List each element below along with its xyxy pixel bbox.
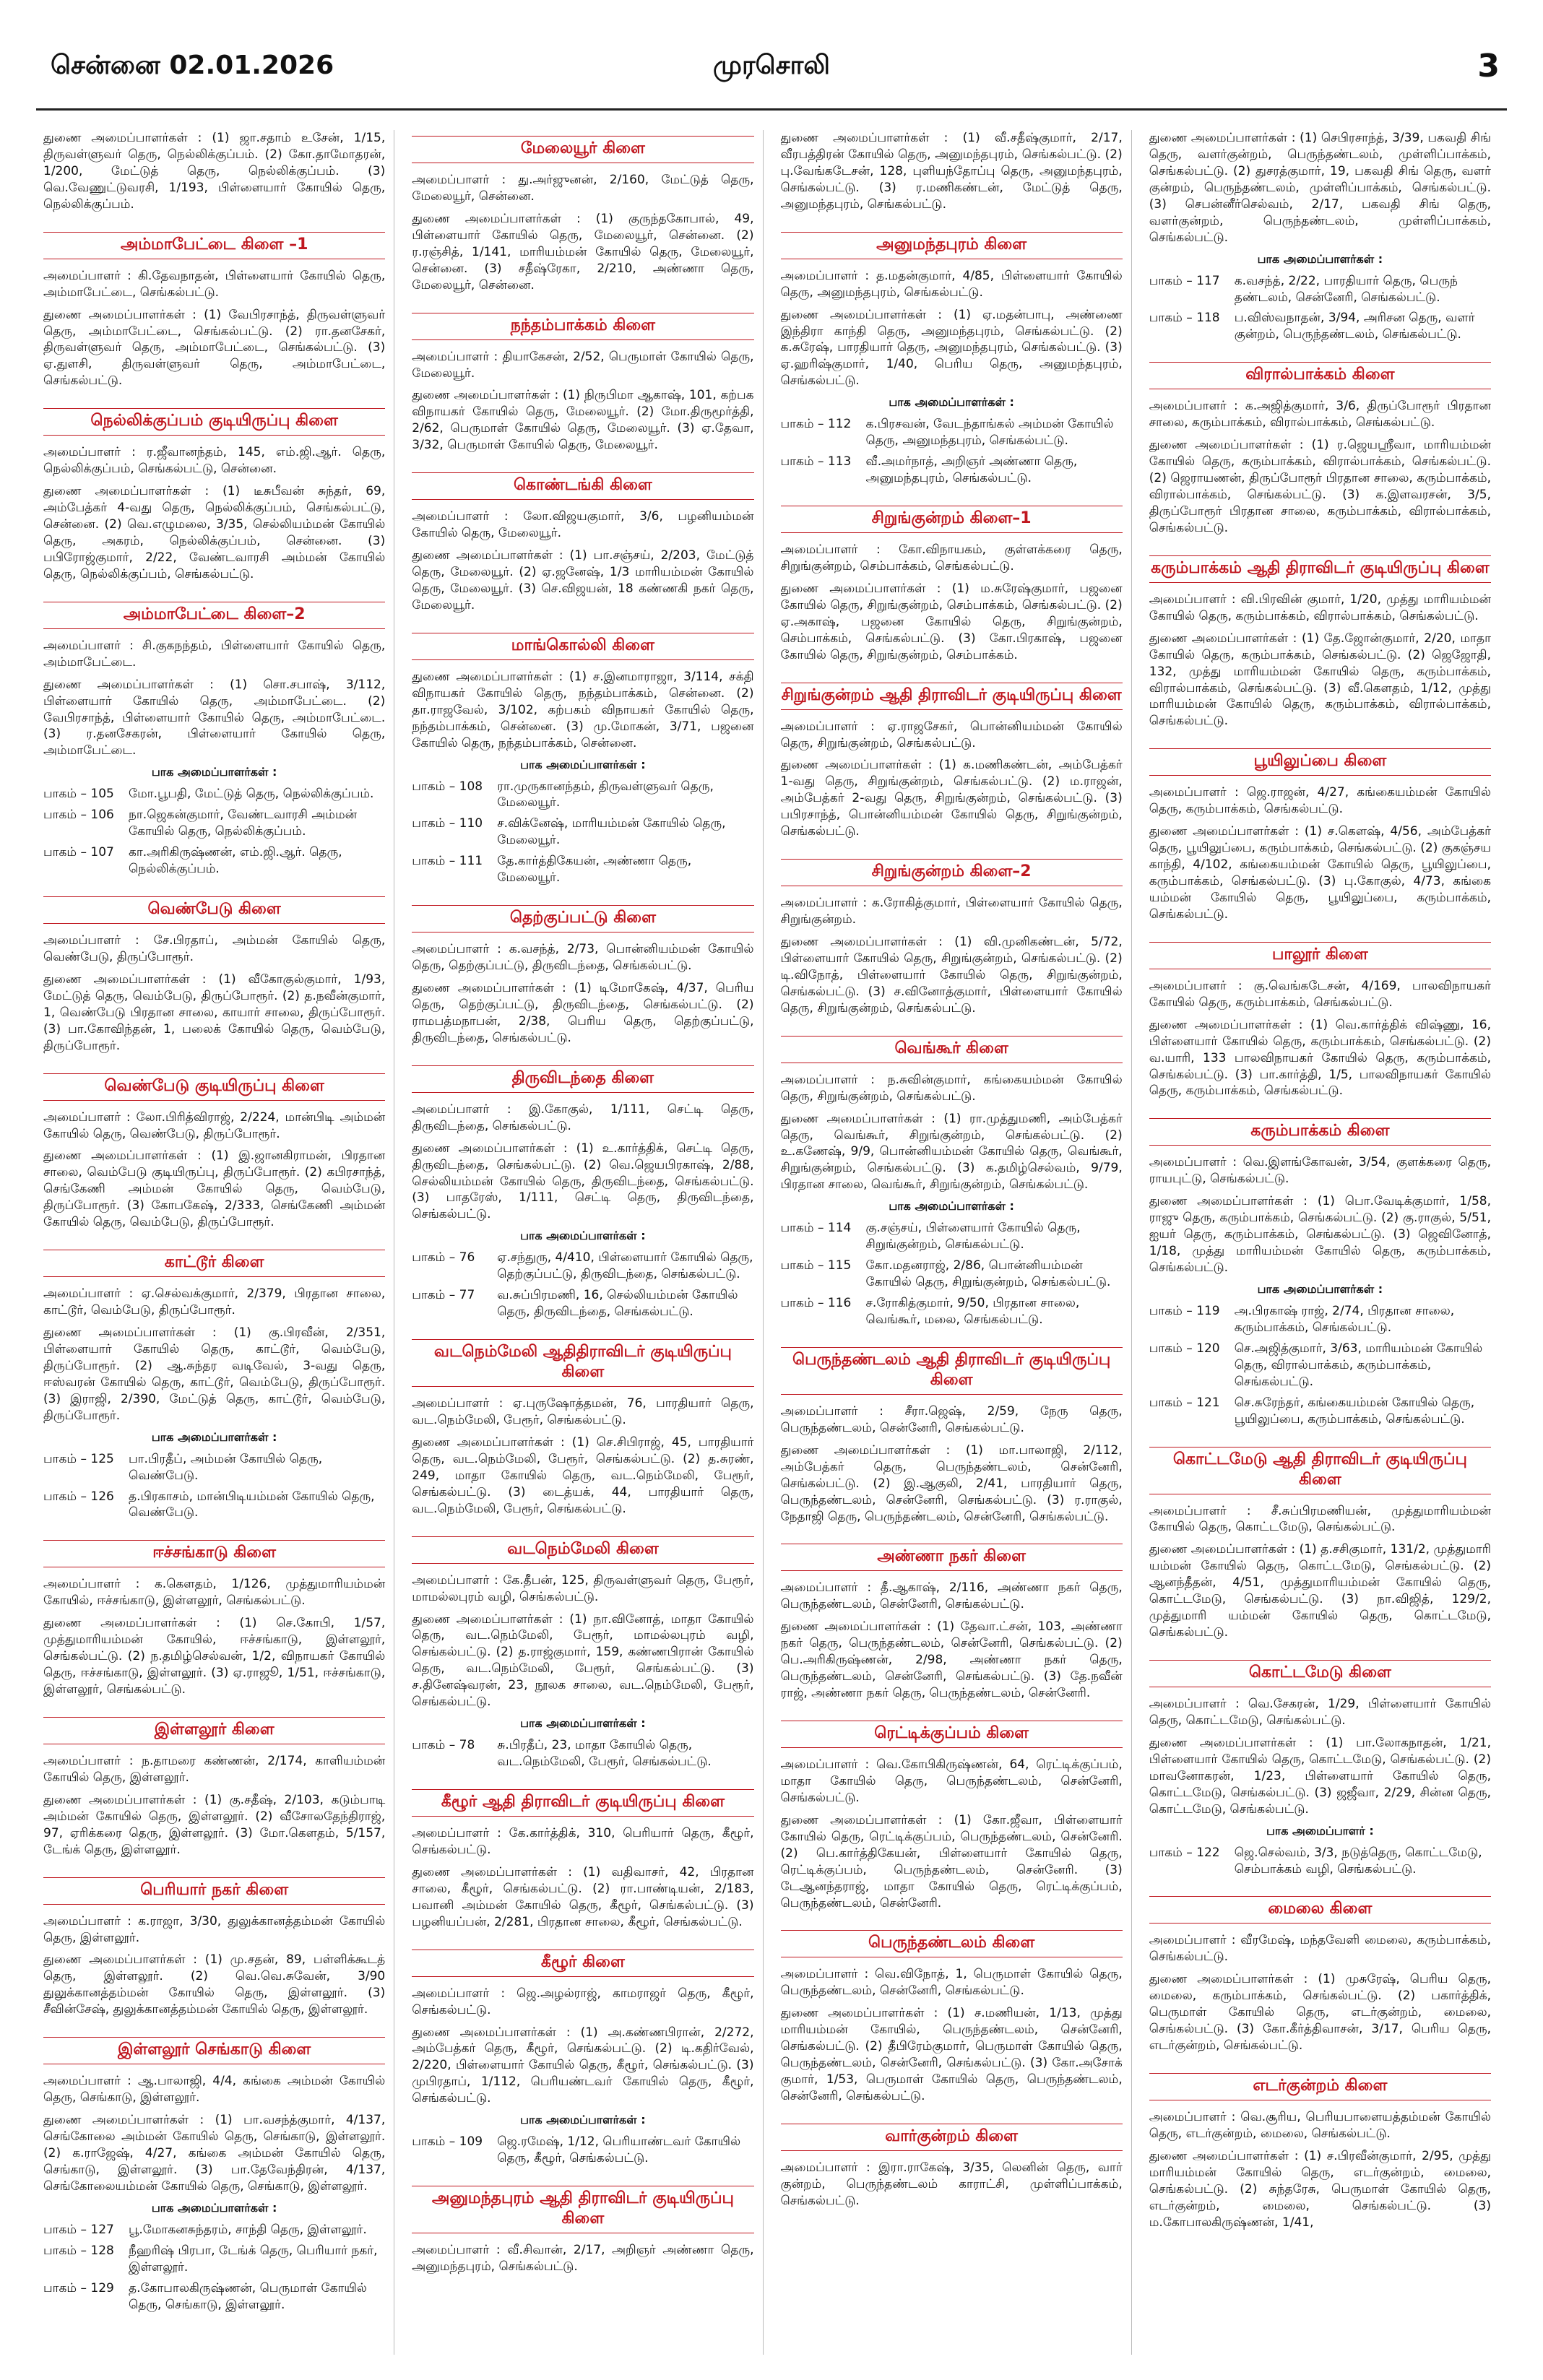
ward-number: பாகம் – 114 [780,1221,852,1236]
member-paragraph: அமைப்பாளர் : கி.தேவநாதன், பிள்ளையார் கோயில் தெரு, அம்மாபேட்டை, செங்கல்பட்டு. [43,268,386,300]
section-heading: மாங்கொல்லி கிளை [412,633,753,660]
branch-section [412,1065,753,1320]
branch-section [43,602,385,878]
member-paragraph: அமைப்பாளர் : சீ.சுப்பிரமணியன், முத்துமாரியம்மன் கோயில் தெரு, கொட்டமேடு, செங்கல்பட்டு. [1149,1503,1491,1535]
member-paragraph: அமைப்பாளர் : வீரமேஷ், மந்தவேளி மைலை, கரும்பாக்கம், செங்கல்பட்டு. [1149,1933,1491,1965]
subheading: பாக அமைப்பாளர்கள் : [1257,1281,1383,1296]
member-paragraph: துணை அமைப்பாளர்கள் : (1) வீ.சதீஷ்குமார், 2/17, வீரபத்திரன் கோயில் தெரு, அனுமந்தபுரம், செங்கல்பட்டு. (2) பு.வேங்கடேசன், 128, புளியந்தோப்பு தெரு, அனுமந்தபுரம், செங்கல்பட்டு. (3) ர.மணிகண்டன், மேட்டுத் தெரு, அனுமந்தபுரம், செங்கல்பட்டு. [780,131,1123,212]
ward-details: நா.ஜெகன்குமார், வேண்டவாரசி அம்மன் கோயில் தெரு, நெல்லிக்குப்பம். [129,808,358,839]
ward-entry [43,1489,385,1522]
column-4 [1149,130,1500,2355]
ward-details: த.கோபாலகிருஷ்ணன், பெருமாள் கோயில் தெரு, செங்காடு, இள்ளலூர். [129,2280,367,2312]
ward-number: பாகம் – 105 [43,787,114,802]
ward-number: பாகம் – 122 [1149,1845,1220,1860]
column-2 [412,130,763,2355]
section-heading: கீழூர் ஆதி திராவிடர் குடியிருப்பு கிளை [412,1789,753,1817]
member-paragraph: துணை அமைப்பாளர்கள் : (1) தேவா.ட்சன், 103, அண்ணா நகர் தெரு, பெருந்தண்டலம், சென்னேரி, செங்கல்பட்டு. (2) பெ.அரிகிருஷ்ணன், 2/98, அண்ணா நகர் தெரு, பெருந்தண்டலம், சென்னேரி, செங்கல்பட்டு. (3) தே.நவீன் ராஜ், அண்ணா நகர் தெரு, பெருந்தண்டலம், சென்னேரி. [780,1619,1123,1701]
page-number: 3 [1477,48,1500,85]
ward-details: க.பிரசவன், வேடந்தாங்கல் அம்மன் கோயில் தெரு, அனுமந்தபுரம், செங்கல்பட்டு. [865,417,1114,449]
member-paragraph: துணை அமைப்பாளர்கள் : (1) ச.மணியன், 1/13, முத்து மாரியம்மன் கோயில், பெருந்தண்டலம், சென்னேரி, செங்கல்பட்டு. (2) தீபிரேம்குமார், பெருமாள் கோயில் தெரு, பெருந்தண்டலம், சென்னேரி, செங்கல்பட்டு. (3) கோ.அசோக் குமார், 1/53, பெருமாள் கோயில் தெரு, பெருந்தண்டலம், சென்னேரி, செங்கல்பட்டு. [780,2006,1123,2103]
ward-details: நீஹரிஷ் பிரபா, டேங்க் தெரு, பெரியார் நகர், இள்ளலூர். [129,2243,378,2275]
branch-section [412,1950,753,2167]
section-heading: தெற்குப்பட்டு கிளை [412,905,753,932]
member-paragraph: துணை அமைப்பாளர்கள் : (1) ம.சுரேஷ்குமார், பஜனை கோயில் தெரு, சிறுங்குன்றம், செம்பாக்கம், செங்கல்பட்டு. (2) ஏ.அகாஷ், பஜனை கோயில் தெரு, சிறுங்குன்றம், செம்பாக்கம், செங்கல்பட்டு. (3) கோ.பிரகாஷ், பஜனை கோயில் தெரு, சிறுங்குன்றம், செம்பாக்கம். [780,581,1123,662]
branch-section [781,859,1123,1017]
subheading: பாக அமைப்பாளர்கள் : [151,2200,277,2215]
ward-details: அ.பிரகாஷ் ராஜ், 2/74, பிரதான சாலை, கரும்பாக்கம், செங்கல்பட்டு. [1234,1303,1455,1335]
member-paragraph: துணை அமைப்பாளர்கள் : (1) பா.வசந்த்குமார், 4/137, செங்கோலை அம்மன் கோயில் தெரு, செங்காடு, இள்ளலூர். (2) க.ராஜேஷ், 4/27, கங்கை அம்மன் கோயில் தெரு, செங்காடு, இள்ளலூர். (3) பா.தேவேந்திரன், 4/137, செங்கோலையம்மன் கோயில் தெரு, செங்காடு, இள்ளலூர். [43,2113,386,2194]
member-paragraph: துணை அமைப்பாளர்கள் : (1) கு.பிரவீன், 2/351, பிள்ளையார் கோயில் தெரு, காட்டூர், வெம்பேடு, திருப்போரூர். (2) ஆ.சுந்தர வடிவேல், 3-வது தெரு, ஈஸ்வரன் கோயில் தெரு, காட்டூர், வெம்பேடு, திருப்போரூர். (3) இராஜி, 2/390, மேட்டுத் தெரு, காட்டூர், வெம்பேடு, திருப்போரூர். [43,1325,386,1423]
ward-number: பாகம் – 126 [43,1489,114,1504]
member-paragraph: அமைப்பாளர் : வெ.விநோத், 1, பெருமாள் கோயில் தெரு, பெருந்தண்டலம், சென்னேரி, செங்கல்பட்டு. [780,1967,1123,1999]
ward-number: பாகம் – 76 [412,1250,475,1265]
subheading: பாக அமைப்பாளர்கள் : [520,2113,646,2127]
section-heading: சிறுங்குன்றம் கிளை–2 [781,859,1123,886]
branch-section [43,1717,385,1858]
ward-details: மோ.பூபதி, மேட்டுத் தெரு, நெல்லிக்குப்பம். [129,787,374,802]
member-paragraph: துணை அமைப்பாளர்கள் : (1) ச.கௌஷ், 4/56, அம்பேத்கர் தெரு, பூயிலுப்பை, கரும்பாக்கம், செங்கல்பட்டு. (2) குகஞ்சய காந்தி, 4/102, கங்கையம்மன் கோயில் தெரு, பூயிலுப்பை, கரும்பாக்கம், செங்கல்பட்டு. (3) பு.கோகுல், 4/73, கங்கை யம்மன் கோயில் தெரு, பூயிலுப்பை, கரும்பாக்கம், செங்கல்பட்டு. [1149,824,1491,922]
member-paragraph: துணை அமைப்பாளர்கள் : (1) பா.சஞ்சய், 2/203, மேட்டுத் தெரு, மேலையூர். (2) ஏ.ஜனேஷ், 1/3 மாரியம்மன் கோயில் தெரு, மேலையூர். (3) செ.விஜயன், 18 கண்ணகி நகர் தெரு, மேலையூர். [412,548,754,613]
ward-entry [412,853,753,886]
ward-details: தே.கார்த்திகேயன், அண்ணா தெரு, மேலையூர். [497,854,692,886]
member-paragraph: துணை அமைப்பாளர்கள் : (1) ச.இனமாராஜா, 3/114, சக்தி விநாயகர் கோயில் தெரு, நந்தம்பாக்கம், சென்னை. (2) தா.ராஜவேல், 3/102, கற்பகம் விநாயகர் கோயில் தெரு, நந்தம்பாக்கம், சென்னை. (3) மு.மோகன், 3/71, பஜனை கோயில் தெரு, நந்தம்பாக்கம், சென்னை. [412,669,754,750]
section-heading: சிறுங்குன்றம் ஆதி திராவிடர் குடியிருப்பு கிளை [781,683,1123,710]
member-paragraph: அமைப்பாளர் : க.கௌதம், 1/126, முத்துமாரியம்மன் கோயில், ஈச்சங்காடு, இள்ளலூர், செங்கல்பட்டு. [43,1577,386,1609]
section-heading: கரும்பாக்கம் ஆதி திராவிடர் குடியிருப்பு கிளை [1149,555,1491,583]
branch-section [43,1073,385,1232]
branch-section [1149,362,1491,537]
member-paragraph: துணை அமைப்பாளர்கள் : (1) கு.சதீஷ், 2/103, கடும்பாடி அம்மன் கோயில் தெரு, இள்ளலூர். (2) வீசோலதேந்திராஜ், 97, ஏரிக்கரை தெரு, இள்ளலூர். (3) மோ.கௌதம், 5/157, டேங்க் தெரு, இள்ளலூர். [43,1792,386,1857]
section-heading: கொண்டங்கி கிளை [412,472,753,500]
section-heading: அனுமந்தபுரம் ஆதி திராவிடர் குடியிருப்பு கிளை [412,2186,753,2233]
section-heading: வெண்பேடு குடியிருப்பு கிளை [43,1073,385,1101]
ward-number: பாகம் – 116 [780,1296,852,1310]
branch-section [781,2124,1123,2210]
ward-entry [781,416,1123,449]
branch-section [781,1544,1123,1702]
member-paragraph: துணை அமைப்பாளர்கள் : (1) டீசுபீவன் சுந்தர், 69, அம்பேத்கர் 4-வது தெரு, நெல்லிக்குப்பம், செங்கல்பட்டு, சென்னை. (2) வெ.எழுமலை, 3/35, செல்லியம்மன் கோயில் தெரு, அகரம், நெல்லிக்குப்பம், சென்னை. (3) பபிரோஜ்குமார், 2/22, வேண்டவாரசி அம்மன் கோயில் தெரு, நெல்லிக்குப்பம், செங்கல்பட்டு. [43,484,386,581]
ward-entry [43,807,385,840]
member-paragraph: துணை அமைப்பாளர்கள் : (1) நிருபிமா ஆகாஷ், 101, கற்பக விநாயகர் கோயில் தெரு, மேலையூர். (2) மோ.திருமூர்த்தி, 2/62, பெருமாள் கோயில் தெரு, மேலையூர். (3) ஏ.தேவா, 3/32, பெருமாள் கோயில் தெரு, மேலையூர். [412,388,754,453]
member-paragraph: அமைப்பாளர் : வெ.சூரிய, பெரியபாளையத்தம்மன் கோயில் தெரு, எடர்குன்றம், மைலை, செங்கல்பட்டு. [1149,2110,1491,2141]
branch-section [781,683,1123,841]
ward-entry [43,2222,385,2238]
section-heading: அனுமந்தபுரம் கிளை [781,232,1123,259]
branch-section [412,313,753,454]
ward-number: பாகம் – 117 [1149,273,1220,288]
branch-section [1149,2073,1491,2231]
ward-number: பாகம் – 111 [412,854,483,869]
ward-number: பாகம் – 125 [43,1451,114,1466]
ward-entry [1149,1395,1491,1428]
member-paragraph: அமைப்பாளர் : க.வசந்த், 2/73, பொன்னியம்மன் கோயில் தெரு, தெற்குப்பட்டு, திருவிடந்தை, செங்கல்பட்டு. [412,942,754,974]
section-heading: மேலையூர் கிளை [412,136,753,163]
masthead [0,0,1543,123]
ward-details: ச.விக்னேஷ், மாரியம்மன் கோயில் தெரு, மேலையூர். [497,816,726,848]
branch-section [412,1339,753,1518]
member-paragraph: துணை அமைப்பாளர்கள் : (1) வீகோகுல்குமார், 1/93, மேட்டுத் தெரு, வெம்பேடு, திருப்போரூர். (2) த.நவீன்குமார், 1, வெண்பேடு பிரதான சாலை, காயார் சாலை, திருப்போரூர். (3) பா.கோவிந்தன், 1, பலைக் கோயில் தெரு, வெம்பேடு, திருப்போரூர். [43,972,386,1053]
member-paragraph: அமைப்பாளர் : கு.வெங்கடேசன், 4/169, பாலவிநாயகர் கோயில் தெரு, கரும்பாக்கம், செங்கல்பட்டு. [1149,978,1491,1010]
member-paragraph: துணை அமைப்பாளர்கள் : (1) ரா.முத்துமணி, அம்பேத்கர் தெரு, வெங்கூர், சிறுங்குன்றம், செங்கல்பட்டு. (2) உ.கணேஷ், 9/9, பொன்னியம்மன் கோயில் தெரு, வெங்கூர், சிறுங்குன்றம், செங்கல்பட்டு. (3) க.தமிழ்செல்வம், 9/79, பிரதான சாலை, வெங்கூர், சிறுங்குன்றம், செங்கல்பட்டு. [780,1111,1123,1193]
member-paragraph: துணை அமைப்பாளர்கள் : (1) செபிரசாந்த், 3/39, பகவதி சிங் தெரு, வளர்குன்றம், பெருந்தண்டலம், முள்ளிப்பாக்கம், செங்கல்பட்டு. (2) துசரத்குமார், 19, பகவதி சிங் தெரு, வளர் குன்றம், பெருந்தண்டலம், முள்ளிப்பாக்கம், செங்கல்பட்டு. (3) செபன்னீர்செல்வம், 2/17, பகவதி சிங் தெரு, வளர்குன்றம், பெருந்தண்டலம், முள்ளிப்பாக்கம், செங்கல்பட்டு. [1149,131,1491,245]
section-heading: பாலூர் கிளை [1149,942,1491,969]
member-paragraph: துணை அமைப்பாளர்கள் : (1) நா.வினோத், மாதா கோயில் தெரு, வட.நெம்மேலி, பேரூர், மாமல்லபுரம் வழி, செங்கல்பட்டு. (2) த.ராஜ்குமார், 159, கண்ணபிரான் கோயில் தெரு, வட.நெம்மேலி, பேரூர், செங்கல்பட்டு. (3) ச.தினேஷ்வரன், 23, நூலக சாலை, வட.நெம்மேலி, பேரூர், செங்கல்பட்டு. [412,1611,754,1710]
member-paragraph: துணை அமைப்பாளர்கள் : (1) வதிவாசர், 42, பிரதான சாலை, கீழூர், செங்கல்பட்டு. (2) ரா.பாண்டியன், 2/183, பவானி அம்மன் கோயில் தெரு, கீழூர், செங்கல்பட்டு. (3) பழனியப்பன், 2/281, பிரதான சாலை, கீழூர், செங்கல்பட்டு. [412,1864,754,1929]
member-paragraph: அமைப்பாளர் : க.ராஜா, 3/30, துலுக்கானத்தம்மன் கோயில் தெரு, இள்ளலூர். [43,1913,386,1945]
ward-entry [1149,310,1491,343]
member-paragraph: அமைப்பாளர் : வெ.இளங்கோவன், 3/54, குளக்கரை தெரு, ராயபுட்டு, செங்கல்பட்டு. [1149,1155,1491,1187]
member-paragraph: அமைப்பாளர் : ஜெ.ராஜன், 4/27, கங்கையம்மன் கோயில் தெரு, கரும்பாக்கம், செங்கல்பட்டு. [1149,785,1491,817]
branch-section [412,1789,753,1931]
ward-entry [43,1451,385,1484]
ward-details: செ.அஜித்குமார், 3/63, மாரியம்மன் கோயில் தெரு, விரால்பாக்கம், கரும்பாக்கம், செங்கல்பட்டு. [1234,1341,1483,1389]
section-heading: ரெட்டிக்குப்பம் கிளை [781,1721,1123,1748]
section-heading: விரால்பாக்கம் கிளை [1149,362,1491,389]
member-paragraph: அமைப்பாளர் : க.அஜித்குமார், 3/6, திருப்போரூர் பிரதான சாலை, கரும்பாக்கம், விரால்பாக்கம், செங்கல்பட்டு. [1149,399,1491,430]
member-paragraph: அமைப்பாளர் : த.மதன்குமார், 4/85, பிள்ளையார் கோயில் தெரு, அனுமந்தபுரம், செங்கல்பட்டு. [780,268,1123,300]
ward-entry [43,844,385,878]
branch-section [781,232,1123,487]
section-heading: பெருந்தண்டலம் கிளை [781,1930,1123,1957]
ward-entry [412,815,753,849]
branch-section [412,136,753,294]
member-paragraph: அமைப்பாளர் : வீ.சிவான், 2/17, அறிஞர் அண்ணா தெரு, அனுமந்தபுரம், செங்கல்பட்டு. [412,2243,754,2274]
ward-number: பாகம் – 113 [780,454,852,469]
branch-section [781,1347,1123,1526]
ward-entry [1149,1845,1491,1878]
member-paragraph: துணை அமைப்பாளர்கள் : (1) ஜா.சதாம் உசேன், 1/15, திருவள்ளுவர் தெரு, நெல்லிக்குப்பம். (2) கோ.தாமோதரன், 1/200, மேட்டுத் தெரு, நெல்லிக்குப்பம். (3) வெ.வேணுட்டுவரசி, 1/193, பிள்ளையார் கோயில் தெரு, நெல்லிக்குப்பம். [43,131,386,212]
member-paragraph: துணை அமைப்பாளர்கள் : (1) ஏ.மதன்பாபு, அண்ணை இந்திரா காந்தி தெரு, அனுமந்தபுரம், செங்கல்பட்டு. (2) க.சுரேஷ், பாரதியார் தெரு, அனுமந்தபுரம், செங்கல்பட்டு. (3) ஏ.ஹரிஷ்குமார், 1/40, பெரிய தெரு, அனுமந்தபுரம், செங்கல்பட்டு. [780,307,1123,389]
ward-details: க.வசந்த், 2/22, பாரதியார் தெரு, பெருந் தண்டலம், சென்னேரி, செங்கல்பட்டு. [1234,273,1458,305]
ward-number: பாகம் – 78 [412,1738,475,1753]
ward-entry [43,2280,385,2314]
member-paragraph: துணை அமைப்பாளர்கள் : (1) வேபிரசாந்த், திருவள்ளுவர் தெரு, அம்மாபேட்டை, செங்கல்பட்டு. (2) ரா.தனசேகர், திருவள்ளுவர் தெரு, அம்மாபேட்டை, செங்கல்பட்டு. (3) ஏ.துளசி, திருவள்ளுவர் தெரு, அம்மாபேட்டை, செங்கல்பட்டு. [43,307,386,389]
ward-entry [781,1295,1123,1328]
member-paragraph: துணை அமைப்பாளர்கள் : (1) தே.ஜோன்குமார், 2/20, மாதா கோயில் தெரு, கரும்பாக்கம், செங்கல்பட்டு. (2) ஜெஜோதி, 132, முத்து மாரியம்மன் கோயில் தெரு, கரும்பாக்கம், விரால்பாக்கம், செங்கல்பட்டு. (3) வீ.கௌதம், 1/12, முத்து மாரியம்மன் கோயில் தெரு, கரும்பாக்கம், விரால்பாக்கம், செங்கல்பட்டு. [1149,631,1491,729]
branch-section [1149,942,1491,1100]
section-heading: அம்மாபேட்டை கிளை –1 [43,232,385,259]
section-heading: மைலை கிளை [1149,1896,1491,1924]
member-paragraph: துணை அமைப்பாளர்கள் : (1) குருந்தகோபால், 49, பிள்ளையார் கோயில் தெரு, மேலையூர், சென்னை. (2) ர.ரஞ்சித், 1/141, மாரியம்மன் கோயில் தெரு, மேலையூர், சென்னை. (3) சதீஷ்ரேகா, 2/210, அண்ணா தெரு, மேலையூர், சென்னை. [412,211,754,293]
member-paragraph: துணை அமைப்பாளர்கள் : (1) டிமோகேஷ், 4/37, பெரிய தெரு, தெற்குப்பட்டு, திருவிடந்தை, செங்கல்பட்டு. (2) ராமபத்மநாபன், 2/38, பெரிய தெரு, தெற்குப்பட்டு, திருவிடந்தை, செங்கல்பட்டு. [412,981,754,1045]
section-heading: இள்ளலூர் கிளை [43,1717,385,1744]
member-paragraph: துணை அமைப்பாளர்கள் : (1) வி.முனிகண்டன், 5/72, பிள்ளையார் கோயில் தெரு, சிறுங்குன்றம், செங்கல்பட்டு. (2) டி.விநோத், பிள்ளையார் கோயில் தெரு, சிறுங்குன்றம், செங்கல்பட்டு. (3) ச.வினோத்குமார், பிள்ளையார் கோயில் தெரு, சிறுங்குன்றம், செங்கல்பட்டு. [780,935,1123,1016]
member-paragraph: அமைப்பாளர் : வெ.கோபிகிருஷ்ணன், 64, ரெட்டிக்குப்பம், மாதா கோயில் தெரு, பெருந்தண்டலம், சென்னேரி, செங்கல்பட்டு. [780,1757,1123,1805]
member-paragraph: அமைப்பாளர் : ஏ.ராஜசேகர், பொன்னியம்மன் கோயில் தெரு, சிறுங்குன்றம், செங்கல்பட்டு. [780,719,1123,750]
ward-number: பாகம் – 121 [1149,1395,1220,1410]
branch-section [43,1877,385,2019]
member-paragraph: துணை அமைப்பாளர்கள் : (1) பொ.வேடிக்குமார், 1/58, ராஜு தெரு, கரும்பாக்கம், செங்கல்பட்டு. (2) கு.ராகுல், 5/51, ஐயர் தெரு, கரும்பாக்கம், செங்கல்பட்டு. (3) ஜெவினோத், 1/18, முத்து மாரியம்மன் கோயில் தெரு, கரும்பாக்கம், செங்கல்பட்டு. [1149,1194,1491,1275]
member-paragraph: அமைப்பாளர் : கே.தீபன், 125, திருவள்ளுவர் தெரு, பேரூர், மாமல்லபுரம் வழி, செங்கல்பட்டு. [412,1572,754,1604]
branch-section [1149,1896,1491,2054]
member-paragraph: துணை அமைப்பாளர்கள் : (1) க.மணிகண்டன், அம்பேத்கர் 1-வது தெரு, சிறுங்குன்றம், செங்கல்பட்டு. (2) ம.ராஜன், அம்பேத்கர் 2-வது தெரு, சிறுங்குன்றம், செங்கல்பட்டு. (3) பபிரசாந்த், பொன்னியம்மன் கோயில் தெரு, சிறுங்குன்றம், செங்கல்பட்டு. [780,758,1123,839]
ward-details: பா.பிரதீப், அம்மன் கோயில் தெரு, வெண்பேடு. [129,1451,323,1483]
member-paragraph: துணை அமைப்பாளர்கள் : (1) முசுரேஷ், பெரிய தெரு, மைலை, கரும்பாக்கம், செங்கல்பட்டு. (2) பகார்த்திக், பெருமாள் கோயில் தெரு, எடர்குன்றம், மைலை, செங்கல்பட்டு. (3) கோ.கீர்த்திவாசன், 3/17, பெரிய தெரு, எடர்குன்றம், செங்கல்பட்டு. [1149,1972,1491,2054]
ward-number: பாகம் – 112 [780,417,852,432]
member-paragraph: அமைப்பாளர் : ந.தாமரை கண்ணன், 2/174, காளியம்மன் கோயில் தெரு, இள்ளலூர். [43,1753,386,1785]
member-paragraph: துணை அமைப்பாளர்கள் : (1) செ.கோபி, 1/57, முத்துமாரியம்மன் கோயில், ஈச்சங்காடு, இள்ளலூர், செங்கல்பட்டு. (2) ந.தமிழ்செல்வன், 1/2, விநாயகர் கோயில் தெரு, ஈச்சங்காடு, இள்ளலூர். (3) ஏ.ராஜூ, 1/51, ஈச்சங்காடு, இள்ளலூர், செங்கல்பட்டு. [43,1616,386,1697]
member-paragraph: அமைப்பாளர் : லோ.பிரித்விராஜ், 2/224, மான்பிடி அம்மன் கோயில் தெரு, வெண்பேடு, திருப்போரூர். [43,1109,386,1141]
branch-section [412,633,753,886]
section-heading: சிறுங்குன்றம் கிளை–1 [781,506,1123,533]
ward-details: சு.பிரதீப், 23, மாதா கோயில் தெரு, வட.நெம்மேலி, பேரூர், செங்கல்பட்டு. [497,1738,712,1770]
member-paragraph: அமைப்பாளர் : வெ.சேகரன், 1/29, பிள்ளையார் கோயில் தெரு, கொட்டமேடு, செங்கல்பட்டு. [1149,1697,1491,1728]
section-heading: அண்ணா நகர் கிளை [781,1544,1123,1571]
section-heading: அம்மாபேட்டை கிளை–2 [43,602,385,629]
member-paragraph: துணை அமைப்பாளர்கள் : (1) இ.ஜானகிராமன், பிரதான சாலை, வெம்பேடு குடியிருப்பு, திருப்போரூர். (2) கபிரசாந்த், செங்கேணி அம்மன் கோயில் தெரு, வெம்பேடு, திருப்போரூர். (3) கோபகேஷ், 2/333, செங்கேணி அம்மன் கோயில் தெரு, வெம்பேடு, திருப்போரூர். [43,1148,386,1230]
member-paragraph: அமைப்பாளர் : இ.கோகுல், 1/111, செட்டி தெரு, திருவிடந்தை, செங்கல்பட்டு. [412,1102,754,1133]
member-paragraph: துணை அமைப்பாளர்கள் : (1) ர.ஜெயஸ்ரீவா, மாரியம்மன் கோயில் தெரு, கரும்பாக்கம், விரால்பாக்கம், செங்கல்பட்டு. (2) ஜெராயணன், திருப்போரூர் பிரதான சாலை, கரும்பாக்கம், விரால்பாக்கம், செங்கல்பட்டு. (3) க.இளவரசன், 3/5, திருப்போரூர் பிரதான சாலை, கரும்பாக்கம், விரால்பாக்கம், செங்கல்பட்டு. [1149,438,1491,535]
ward-details: கா.அரிகிருஷ்ணன், எம்.ஜி.ஆர். தெரு, நெல்லிக்குப்பம். [129,845,342,877]
section-heading: ஈச்சங்காடு கிளை [43,1540,385,1567]
member-paragraph: துணை அமைப்பாளர்கள் : (1) பா.லோகநாதன், 1/21, பிள்ளையார் கோயில் தெரு, கொட்டமேடு, செங்கல்பட்டு. (2) மாவனோகரன், 1/23, பிள்ளையார் கோயில் தெரு, கொட்டமேடு, செங்கல்பட்டு. (3) ஜஜீவா, 2/29, சின்ன தெரு, கொட்டமேடு, செங்கல்பட்டு. [1149,1735,1491,1817]
member-paragraph: துணை அமைப்பாளர்கள் : (1) த.சசிகுமார், 131/2, முத்துமாரி யம்மன் கோயில் தெரு, கொட்டமேடு, செங்கல்பட்டு. (2) ஆனந்தீதன், 4/51, முத்துமாரியம்மன் கோயில் தெரு, கொட்டமேடு, செங்கல்பட்டு. (3) நா.விஜித், 129/2, முத்துமாரி யம்மன் கோயில் தெரு, கொட்டமேடு, செங்கல்பட்டு. [1149,1542,1491,1640]
member-paragraph: அமைப்பாளர் : ஆ.பாலாஜி, 4/4, கங்கை அம்மன் கோயில் தெரு, செங்காடு, இள்ளலூர். [43,2074,386,2106]
member-paragraph: அமைப்பாளர் : சே.பிரதாப், அம்மன் கோயில் தெரு, வெண்பேடு, திருப்போரூர். [43,933,386,964]
section-heading: வார்குன்றம் கிளை [781,2124,1123,2151]
branch-section [1149,1660,1491,1877]
ward-details: ப.விஸ்வநாதன், 3/94, அரிசன தெரு, வளர் குன்றம், பெருந்தண்டலம், செங்கல்பட்டு. [1234,311,1475,342]
ward-number: பாகம் – 107 [43,845,114,860]
ward-number: பாகம் – 129 [43,2280,114,2295]
ward-number: பாகம் – 106 [43,808,114,823]
branch-section [43,1250,385,1521]
branch-section [43,130,385,213]
ward-number: பாகம் – 108 [412,779,483,794]
ward-entry [1149,273,1491,306]
branch-section [1149,1118,1491,1427]
member-paragraph: துணை அமைப்பாளர்கள் : (1) மா.பாலாஜி, 2/112, அம்பேத்கர் தெரு, பெருந்தண்டலம், சென்னேரி, செங்கல்பட்டு. (2) இ.ஆகுலி, 2/41, பாரதியார் தெரு, பெருந்தண்டலம், சென்னேரி, செங்கல்பட்டு. (3) ர.ராகுல், நேதாஜி தெரு, பெருந்தண்டலம், சென்னேரி, செங்கல்பட்டு. [780,1442,1123,1524]
branch-section [412,905,753,1047]
member-paragraph: அமைப்பாளர் : க.ரோகித்குமார், பிள்ளையார் கோயில் தெரு, சிறுங்குன்றம். [780,896,1123,927]
member-paragraph: துணை அமைப்பாளர்கள் : (1) செ.சிபிராஜ், 45, பாரதியார் தெரு, வட.நெம்மேலி, பேரூர், செங்கல்பட்டு. (2) த.சுரண், 249, மாதா கோயில் தெரு, வட.நெம்மேலி, பேரூர், செங்கல்பட்டு. (3) டைத்யக், 44, பாரதியார் தெரு, வட.நெம்மேலி, பேரூர், செங்கல்பட்டு. [412,1435,754,1516]
branch-section [43,408,385,583]
section-heading: திருவிடந்தை கிளை [412,1065,753,1093]
ward-entry [412,2134,753,2167]
ward-details: வ.சுப்பிரமணி, 16, செல்லியம்மன் கோயில் தெரு, திருவிடந்தை, செங்கல்பட்டு. [497,1288,738,1320]
branch-section [781,1721,1123,1911]
subheading: பாக அமைப்பாளர்கள் : [151,765,277,779]
section-heading: பெருந்தண்டலம் ஆதி திராவிடர் குடியிருப்பு கிளை [781,1347,1123,1395]
member-paragraph: அமைப்பாளர் : தியாகேசன், 2/52, பெருமாள் கோயில் தெரு, மேலையூர். [412,349,754,381]
ward-details: வீ.அமர்நாத், அறிஞர் அண்ணா தெரு, அனுமந்தபுரம், செங்கல்பட்டு. [865,454,1078,486]
branch-section [43,232,385,390]
ward-entry [781,1220,1123,1253]
member-paragraph: அமைப்பாளர் : தீ.ஆகாஷ், 2/116, அண்ணா நகர் தெரு, பெருந்தண்டலம், சென்னேரி, செங்கல்பட்டு. [780,1580,1123,1612]
ward-entry [43,786,385,802]
masthead-divider [36,108,1507,111]
subheading: பாக அமைப்பாளர்கள் : [520,1716,646,1731]
member-paragraph: துணை அமைப்பாளர்கள் : (1) மு.சதன், 89, பள்ளிக்கூடத் தெரு, இள்ளலூர். (2) வெ.வெ.சுவேன், 3/90 துலுக்கானத்தம்மன் கோயில் தெரு, இள்ளலூர். (3) சீவின்சேஷ், துலுக்கானத்தம்மன் கோயில் தெரு, இள்ளலூர். [43,1952,386,2017]
ward-details: கு.சஞ்சய், பிள்ளையார் கோயில் தெரு, சிறுங்குன்றம், செங்கல்பட்டு. [865,1221,1081,1252]
ward-details: செ.சுரேந்தர், கங்கையம்மன் கோயில் தெரு, பூயிலுப்பை, கரும்பாக்கம், செங்கல்பட்டு. [1234,1395,1475,1427]
ward-number: பாகம் – 118 [1149,311,1220,326]
subheading: பாக அமைப்பாளர்கள் : [520,757,646,771]
member-paragraph: அமைப்பாளர் : ர.ஜீவானந்தம், 145, எம்.ஜி.ஆர். தெரு, நெல்லிக்குப்பம், செங்கல்பட்டு, சென்னை. [43,445,386,477]
ward-entry [412,1287,753,1320]
ward-details: த.பிரகாசம், மான்பிடியம்மன் கோயில் தெரு, வெண்பேடு. [129,1489,375,1520]
member-paragraph: துணை அமைப்பாளர்கள் : (1) சொ.சபாஷ், 3/112, பிள்ளையார் கோயில் தெரு, அம்மாபேட்டை. (2) வேபிரசாந்த், பிள்ளையார் கோயில் தெரு, அம்மாபேட்டை. (3) ர.தனசேகரன், பிள்ளையார் கோயில் தெரு, அம்மாபேட்டை. [43,677,386,758]
column-3 [781,130,1132,2355]
branch-section [781,506,1123,664]
member-paragraph: துணை அமைப்பாளர்கள் : (1) வெ.கார்த்திக் விஷ்ணு, 16, பிள்ளையார் கோயில் தெரு, கரும்பாக்கம், செங்கல்பட்டு. (2) வ.யாரி, 133 பாலவிநாயகர் கோயில் தெரு, கரும்பாக்கம், செங்கல்பட்டு. (3) பா.கார்த்தி, 1/5, பாலவிநாயகர் கோயில் தெரு, கரும்பாக்கம், செங்கல்பட்டு. [1149,1017,1491,1099]
branch-section [1149,130,1491,343]
member-paragraph: துணை அமைப்பாளர்கள் : (1) ச.பிரவீன்குமார், 2/95, முத்து மாரியம்மன் கோயில் தெரு, எடர்குன்றம், மைலை, செங்கல்பட்டு. (2) சுந்தரேசு, பெருமாள் கோயில் தெரு, எடர்குன்றம், மைலை, செங்கல்பட்டு. (3) ம.கோபாலகிருஷ்ணன், 1/41, [1149,2148,1491,2230]
member-paragraph: துணை அமைப்பாளர்கள் : (1) அ.கண்ணபிரான், 2/272, அம்பேத்கர் தெரு, கீழூர், செங்கல்பட்டு. (2) டி.கதிர்வேல், 2/220, பிள்ளையார் கோயில் தெரு, கீழூர், செங்கல்பட்டு. (3) முபிரதாப், 1/112, பெரியண்டவர் கோயில் தெரு, கீழூர், செங்கல்பட்டு. [412,2025,754,2106]
ward-details: ஜெ.ரமேஷ், 1/12, பெரியாண்டவர் கோயில் தெரு, கீழூர், செங்கல்பட்டு. [497,2134,741,2166]
section-heading: இள்ளலூர் செங்காடு கிளை [43,2037,385,2064]
member-paragraph: அமைப்பாளர் : ஜெ.அழல்ராஜ், காமராஜர் தெரு, கீழூர், செங்கல்பட்டு. [412,1986,754,2017]
subheading: பாக அமைப்பாளர்கள் : [151,1429,277,1444]
subheading: பாக அமைப்பாளர்கள் : [520,1229,646,1243]
section-heading: வெங்கூர் கிளை [781,1036,1123,1063]
member-paragraph: அமைப்பாளர் : இரா.ராகேஷ், 3/35, லெனின் தெரு, வார் குன்றம், பெருந்தண்டலம் காராட்சி, முள்ளிப்பாக்கம், செங்கல்பட்டு. [780,2160,1123,2208]
ward-number: பாகம் – 109 [412,2134,483,2150]
ward-number: பாகம் – 115 [780,1258,852,1273]
member-paragraph: அமைப்பாளர் : ஏ.புருஷோத்தமன், 76, பாரதியார் தெரு, வட.நெம்மேலி, பேரூர், செங்கல்பட்டு. [412,1396,754,1427]
member-paragraph: அமைப்பாளர் : து.அர்ஜுனன், 2/160, மேட்டுத் தெரு, மேலையூர், சென்னை. [412,173,754,204]
member-paragraph: அமைப்பாளர் : வி.பிரவின் குமார், 1/20, முத்து மாரியம்மன் கோயில் தெரு, கரும்பாக்கம், விரால்பாக்கம், செங்கல்பட்டு. [1149,592,1491,623]
member-paragraph: அமைப்பாளர் : சி.குகநந்தம், பிள்ளையார் கோயில் தெரு, அம்மாபேட்டை. [43,638,386,670]
section-heading: கீழூர் கிளை [412,1950,753,1977]
section-heading: காட்டூர் கிளை [43,1250,385,1277]
ward-details: ரா.முருகானந்தம், திருவள்ளுவர் தெரு, மேலையூர். [497,779,714,810]
subheading: பாக அமைப்பாளர்கள் : [889,395,1014,410]
branch-section [412,1536,753,1770]
section-heading: கரும்பாக்கம் கிளை [1149,1118,1491,1146]
section-heading: வடநெம்மேலி கிளை [412,1536,753,1564]
branch-section [1149,1447,1491,1642]
ward-details: ச.ரோகித்குமார், 9/50, பிரதான சாலை, வெங்கூர், மலை, செங்கல்பட்டு. [865,1296,1080,1327]
ward-entry [412,779,753,812]
ward-number: பாகம் – 77 [412,1288,475,1303]
section-heading: நந்தம்பாக்கம் கிளை [412,313,753,340]
section-heading: வடநெம்மேலி ஆதிதிராவிடர் குடியிருப்பு கிளை [412,1339,753,1387]
branch-section [43,896,385,1055]
ward-number: பாகம் – 127 [43,2222,114,2237]
section-heading: பெரியார் நகர் கிளை [43,1877,385,1905]
section-heading: கொட்டமேடு கிளை [1149,1660,1491,1687]
section-heading: வெண்பேடு கிளை [43,896,385,924]
ward-entry [412,1737,753,1770]
member-paragraph: அமைப்பாளர் : ஏ.செல்வக்குமார், 2/379, பிரதான சாலை, காட்டூர், வெம்பேடு, திருப்போரூர். [43,1286,386,1318]
ward-number: பாகம் – 128 [43,2243,114,2258]
ward-entry [412,1250,753,1283]
member-paragraph: அமைப்பாளர் : சீரா.ஜெஷ், 2/59, நேரு தெரு, பெருந்தண்டலம், சென்னேரி, செங்கல்பட்டு. [780,1403,1123,1435]
ward-entry [781,454,1123,487]
ward-details: பூ.மோகனசுந்தரம், சாந்தி தெரு, இள்ளலூர். [129,2222,367,2237]
ward-number: பாகம் – 110 [412,816,483,831]
section-heading: எடர்குன்றம் கிளை [1149,2073,1491,2100]
section-heading: நெல்லிக்குப்பம் குடியிருப்பு கிளை [43,408,385,436]
branch-section [1149,555,1491,730]
ward-number: பாகம் – 119 [1149,1303,1220,1318]
branch-section [412,472,753,614]
ward-details: ஜெ.செல்வம், 3/3, நடுத்தெரு, கொட்டமேடு, செம்பாக்கம் வழி, செங்கல்பட்டு. [1234,1845,1482,1877]
ward-entry [43,2243,385,2276]
branch-section [1149,748,1491,923]
member-paragraph: அமைப்பாளர் : லோ.விஜயகுமார், 3/6, பழனியம்மன் கோயில் தெரு, மேலையூர். [412,509,754,541]
branch-section [781,130,1123,213]
article-columns [43,130,1500,2355]
member-paragraph: துணை அமைப்பாளர்கள் : (1) உ.கார்த்திக், செட்டி தெரு, திருவிடந்தை, செங்கல்பட்டு. (2) வெ.ஜெயபிரகாஷ், 2/88, செல்லியம்மன் கோயில் தெரு, திருவிடந்தை, செங்கல்பட்டு. (3) பாதரேஸ், 1/111, செட்டி தெரு, திருவிடந்தை, செங்கல்பட்டு. [412,1141,754,1222]
member-paragraph: துணை அமைப்பாளர்கள் : (1) கோ.ஜீவா, பிள்ளையார் கோயில் தெரு, ரெட்டிக்குப்பம், பெருந்தண்டலம், சென்னேரி. (2) பெ.கார்த்திகேயன், பிள்ளையார் கோயில் தெரு, ரெட்டிக்குப்பம், பெருந்தண்டலம், சென்னேரி. (3) டேஆனந்தராஜ், மாதா கோயில் தெரு, ரெட்டிக்குப்பம், பெருந்தண்டலம், சென்னேரி. [780,1812,1123,1911]
subheading: பாக அமைப்பாளர்கள் : [889,1199,1014,1213]
ward-number: பாகம் – 120 [1149,1341,1220,1356]
edition-date: சென்னை 02.01.2026 [51,51,334,80]
column-1 [43,130,394,2355]
section-heading: கொட்டமேடு ஆதி திராவிடர் குடியிருப்பு கிளை [1149,1447,1491,1494]
subheading: பாக அமைப்பாளர்கள் : [1257,251,1383,266]
ward-details: ஏ.சந்துரு, 4/410, பிள்ளையார் கோயில் தெரு, தெற்குப்பட்டு, திருவிடந்தை, செங்கல்பட்டு. [497,1250,753,1282]
ward-entry [1149,1303,1491,1336]
branch-section [781,1036,1123,1328]
branch-section [412,2186,753,2275]
branch-section [43,2037,385,2313]
branch-section [43,1540,385,1698]
section-heading: பூயிலுப்பை கிளை [1149,748,1491,776]
member-paragraph: அமைப்பாளர் : கே.கார்த்திக், 310, பெரியார் தெரு, கீழூர், செங்கல்பட்டு. [412,1826,754,1857]
branch-section [781,1930,1123,2105]
newspaper-title: முரசொலி [713,51,830,80]
ward-entry [1149,1341,1491,1390]
ward-entry [781,1258,1123,1291]
member-paragraph: அமைப்பாளர் : கோ.விநாயகம், குள்ளக்கரை தெரு, சிறுங்குன்றம், செம்பாக்கம், செங்கல்பட்டு. [780,542,1123,574]
member-paragraph: அமைப்பாளர் : ந.சுவின்குமார், கங்கையம்மன் கோயில் தெரு, சிறுங்குன்றம், செங்கல்பட்டு. [780,1072,1123,1104]
subheading: பாக அமைப்பாளர் : [1266,1823,1374,1838]
ward-details: கோ.மதனராஜ், 2/86, பொன்னியம்மன் கோயில் தெரு, சிறுங்குன்றம், செங்கல்பட்டு. [865,1258,1111,1290]
